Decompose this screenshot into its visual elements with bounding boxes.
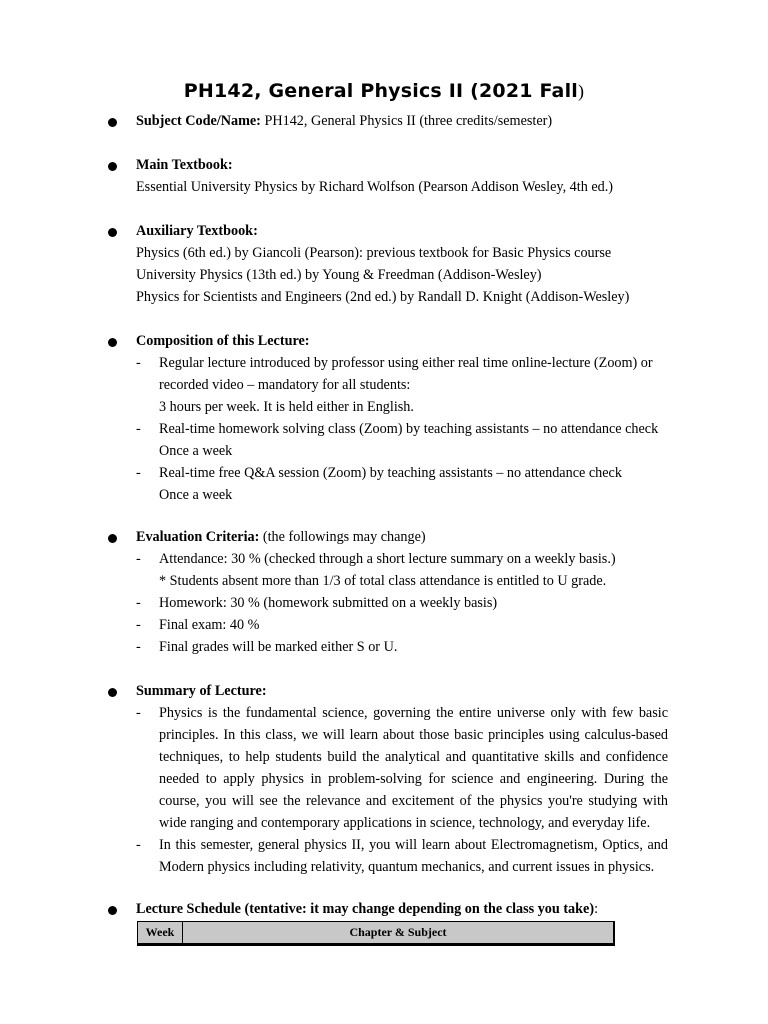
bullet-icon — [108, 688, 117, 697]
section-evaluation — [108, 526, 668, 658]
aux-textbook-line: Physics (6th ed.) by Giancoli (Pearson): previous textbook for Basic Physics course — [136, 245, 612, 261]
dash-marker: - — [136, 355, 141, 371]
aux-textbook-line: University Physics (13th ed.) by Young & Freedman (Addison-Wesley) — [136, 267, 542, 283]
dash-marker: - — [136, 639, 141, 655]
composition-line: Regular lecture introduced by professor using either real time online-lecture (Zoom) or — [159, 355, 653, 371]
bullet-icon — [108, 906, 117, 915]
dash-marker: - — [136, 837, 141, 853]
main-textbook-label: Main Textbook: — [136, 157, 233, 173]
dash-marker: - — [136, 465, 141, 481]
dash-marker: - — [136, 705, 141, 721]
subject-label: Subject Code/Name: — [136, 113, 261, 129]
summary-paragraph: Physics is the fundamental science, governing the entire universe only with few basic principles. In this class, we will learn about those basic principles using calculus-based techniques, to help students build the analytical and quantitative skills and confidence needed to apply physics in problem-solving for science and engineering. During the course, you will see the relevance and excitement of the physics you're studying with wide ranging and contemporary applications in science, technology, and everyday life. — [159, 705, 668, 831]
summary-paragraph: In this semester, general physics II, you will learn about Electromagnetism, Optics, and Modern physics including relativity, quantum mechanics, and current issues in physics. — [159, 837, 668, 875]
section-aux-textbook — [108, 220, 668, 308]
list-item — [136, 702, 668, 834]
schedule-label: Lecture Schedule (tentative: it may change depending on the class you take) — [136, 901, 595, 917]
bullet-icon — [108, 338, 117, 347]
main-textbook-line: Essential University Physics by Richard Wolfson (Pearson Addison Wesley, 4th ed.) — [136, 179, 614, 195]
bullet-icon — [108, 162, 117, 171]
section-schedule — [108, 898, 668, 920]
evaluation-line: * Students absent more than 1/3 of total class attendance is entitled to U grade. — [159, 573, 607, 589]
evaluation-line: Homework: 30 % (homework submitted on a weekly basis) — [159, 595, 498, 611]
composition-line: Real-time homework solving class (Zoom) by teaching assistants – no attendance check — [159, 421, 659, 437]
dash-marker: - — [136, 595, 141, 611]
schedule-table — [137, 921, 614, 944]
bullet-icon — [108, 534, 117, 543]
bullet-icon — [108, 228, 117, 237]
composition-line: recorded video – mandatory for all students: — [159, 377, 411, 393]
dash-marker: - — [136, 617, 141, 633]
list-item — [136, 614, 668, 636]
schedule-label-colon: : — [594, 901, 599, 917]
composition-line: Real-time free Q&A session (Zoom) by teaching assistants – no attendance check — [159, 465, 622, 481]
subject-value: PH142, General Physics II (three credits/semester) — [260, 113, 553, 129]
list-item — [136, 636, 668, 658]
section-summary — [108, 680, 668, 878]
list-item — [136, 834, 668, 878]
title-text: PH142, General Physics II (2021 Fall — [183, 80, 579, 102]
section-main-textbook — [108, 154, 668, 198]
dash-marker: - — [136, 551, 141, 567]
column-header-chapter: Chapter & Subject — [183, 922, 614, 944]
section-subject — [108, 110, 668, 132]
list-item — [136, 418, 668, 462]
summary-label: Summary of Lecture: — [136, 683, 267, 699]
list-item — [136, 462, 668, 506]
list-item — [136, 548, 668, 592]
composition-label: Composition of this Lecture: — [136, 333, 310, 349]
dash-marker: - — [136, 421, 141, 437]
table-header-row — [138, 922, 614, 944]
evaluation-line: Final grades will be marked either S or U. — [159, 639, 398, 655]
list-item — [136, 592, 668, 614]
evaluation-line: Attendance: 30 % (checked through a short lecture summary on a weekly basis.) — [159, 551, 616, 567]
section-composition — [108, 330, 668, 506]
aux-textbook-label: Auxiliary Textbook: — [136, 223, 258, 239]
column-header-week: Week — [138, 922, 183, 944]
aux-textbook-line: Physics for Scientists and Engineers (2nd ed.) by Randall D. Knight (Addison-Wesley) — [136, 289, 630, 305]
list-item — [136, 352, 668, 418]
composition-line: Once a week — [159, 443, 233, 459]
page-title — [0, 80, 768, 102]
evaluation-line: Final exam: 40 % — [159, 617, 260, 633]
bullet-icon — [108, 118, 117, 127]
evaluation-label: Evaluation Criteria: — [136, 529, 260, 545]
title-close-paren: ) — [578, 81, 585, 101]
composition-line: Once a week — [159, 487, 233, 503]
evaluation-note: (the followings may change) — [259, 529, 426, 545]
composition-line: 3 hours per week. It is held either in English. — [159, 399, 414, 415]
